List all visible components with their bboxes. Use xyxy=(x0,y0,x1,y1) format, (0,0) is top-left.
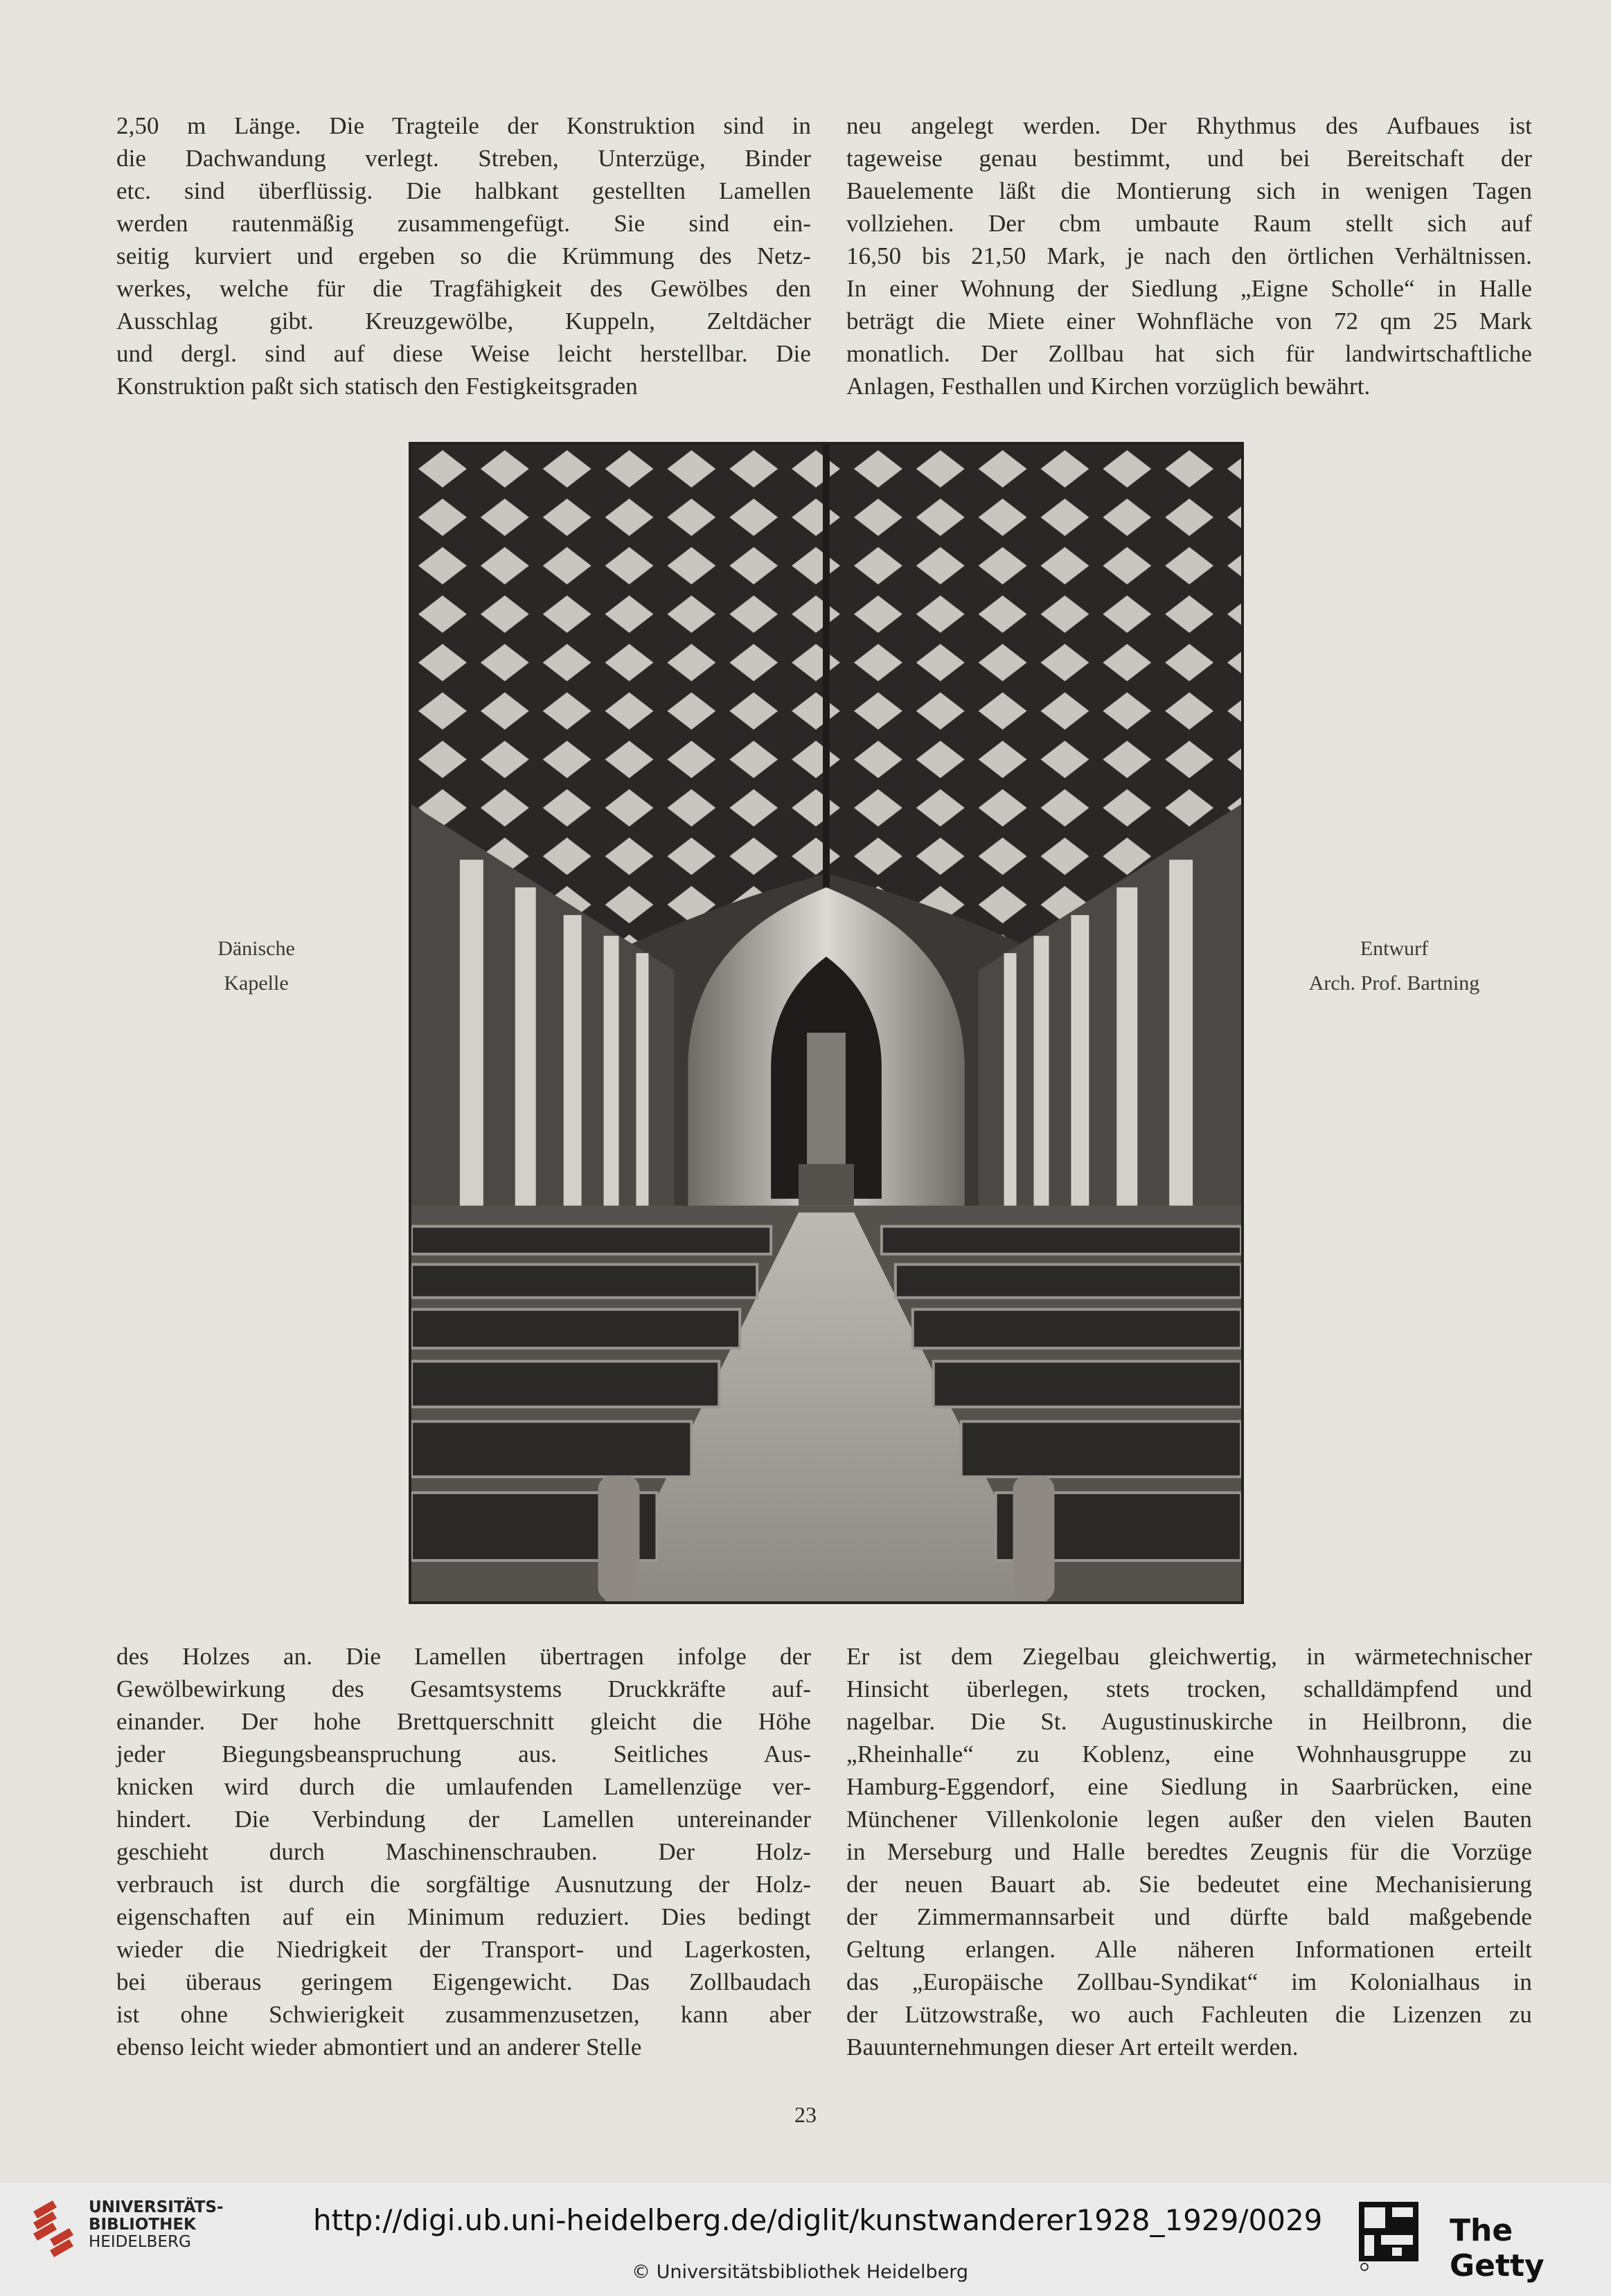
text-line: der neuen Bauart ab. Sie bedeutet eine Mechanisierung xyxy=(846,1871,1532,1898)
text-line: in Merseburg und Halle beredtes Zeugnis für die Vorzüge xyxy=(846,1838,1532,1865)
text-line: Ausschlag gibt. Kreuzgewölbe, Kuppeln, Zeltdächer xyxy=(116,308,811,335)
text-line: verbrauch ist durch die sorgfältige Ausnutzung der Holz- xyxy=(116,1871,811,1898)
text-line: Hinsicht überlegen, stets trocken, schalldämpfend und xyxy=(846,1675,1532,1702)
text-line: beträgt die Miete einer Wohnfläche von 72 qm 25 Mark xyxy=(846,308,1532,335)
library-name-line: UNIVERSITÄTS- xyxy=(89,2198,224,2216)
text-line: 16,50 bis 21,50 Mark, je nach den örtlichen Verhältnissen. xyxy=(846,242,1532,269)
university-library-logo-icon xyxy=(26,2198,82,2257)
library-name-line: BIBLIOTHEK xyxy=(89,2216,196,2234)
text-line: Er ist dem Ziegelbau gleichwertig, in wärmetechnischer xyxy=(846,1643,1532,1670)
text-column-bottom-left xyxy=(116,1640,811,2063)
page-number: 23 xyxy=(794,2102,817,2127)
text-line: und dergl. sind auf diese Weise leicht herstellbar. Die xyxy=(116,340,811,367)
text-line: einander. Der hohe Brettquerschnitt gleicht die Höhe xyxy=(116,1708,811,1735)
caption-left-line: Dänische xyxy=(217,937,295,960)
text-line: Gewölbewirkung des Gesamtsystems Druckkräfte auf- xyxy=(116,1675,811,1702)
text-line: Anlagen, Festhallen und Kirchen vorzüglich bewährt. xyxy=(846,373,1371,400)
library-name-line: HEIDELBERG xyxy=(89,2233,191,2251)
text-line: vollziehen. Der cbm umbaute Raum stellt sich auf xyxy=(846,210,1532,237)
text-line: Bauelemente läßt die Montierung sich in wenigen Tagen xyxy=(846,177,1532,204)
text-line: Hamburg-Eggendorf, eine Siedlung in Saarbrücken, eine xyxy=(846,1773,1532,1800)
text-line: bei überaus geringem Eigengewicht. Das Zollbaudach xyxy=(116,1968,811,1995)
copyright-notice: © Universitätsbibliothek Heidelberg xyxy=(632,2261,969,2283)
text-line: das „Europäische Zollbau-Syndikat“ im Kolonialhaus in xyxy=(846,1968,1532,1995)
text-column-top-right xyxy=(846,109,1532,402)
text-line: neu angelegt werden. Der Rhythmus des Aufbaues ist xyxy=(846,112,1532,139)
text-line: nagelbar. Die St. Augustinuskirche in Heilbronn, die xyxy=(846,1708,1532,1735)
source-url-link[interactable]: http://digi.ub.uni-heidelberg.de/diglit/kunstwanderer1928_1929/0029 xyxy=(313,2203,1323,2237)
university-library-name xyxy=(89,2199,224,2251)
text-line: etc. sind überflüssig. Die halbkant gestellten Lamellen xyxy=(116,177,811,204)
text-line: werkes, welche für die Tragfähigkeit des Gewölbes den xyxy=(116,275,811,302)
text-line: tageweise genau bestimmt, und bei Bereitschaft der xyxy=(846,145,1532,172)
text-line: des Holzes an. Die Lamellen übertragen infolge der xyxy=(116,1643,811,1670)
getty-logo-icon xyxy=(1359,2202,1418,2271)
text-line: Bauunternehmungen dieser Art erteilt werden. xyxy=(846,2034,1299,2061)
caption-right xyxy=(1280,932,1508,1001)
text-line: seitig kurviert und ergeben so die Krümmung des Netz- xyxy=(116,242,811,269)
text-line: geschieht durch Maschinenschrauben. Der Holz- xyxy=(116,1838,811,1865)
chapel-interior-photo xyxy=(409,442,1244,1604)
getty-partner-name: The Getty xyxy=(1450,2213,1545,2284)
text-line: Geltung erlangen. Alle näheren Informationen erteilt xyxy=(846,1936,1532,1963)
text-line: „Rheinhalle“ zu Koblenz, eine Wohnhausgruppe zu xyxy=(846,1741,1532,1768)
chapel-photo-illustration xyxy=(411,445,1241,1601)
text-line: hindert. Die Verbindung der Lamellen untereinander xyxy=(116,1806,811,1833)
text-line: eigenschaften auf ein Minimum reduziert. Dies bedingt xyxy=(116,1903,811,1930)
text-line: ist ohne Schwierigkeit zusammenzusetzen, kann aber xyxy=(116,2001,811,2028)
text-line: Münchener Villenkolonie legen außer den vielen Bauten xyxy=(846,1806,1532,1833)
text-line: knicken wird durch die umlaufenden Lamellenzüge ver- xyxy=(116,1773,811,1800)
text-line: wieder die Niedrigkeit der Transport- und Lagerkosten, xyxy=(116,1936,811,1963)
footer-bar xyxy=(0,2182,1611,2296)
text-line: der Lützowstraße, wo auch Fachleuten die Lizenzen zu xyxy=(846,2001,1532,2028)
caption-right-line: Entwurf xyxy=(1360,937,1429,960)
text-line: In einer Wohnung der Siedlung „Eigne Scholle“ in Halle xyxy=(846,275,1532,302)
text-line: monatlich. Der Zollbau hat sich für landwirtschaftliche xyxy=(846,340,1532,367)
caption-right-line: Arch. Prof. Bartning xyxy=(1308,972,1480,995)
text-column-bottom-right xyxy=(846,1640,1532,2063)
text-line: ebenso leicht wieder abmontiert und an anderer Stelle xyxy=(116,2034,642,2061)
text-line: 2,50 m Länge. Die Tragteile der Konstruktion sind in xyxy=(116,112,811,139)
text-column-top-left xyxy=(116,109,811,402)
text-line: jeder Biegungsbeanspruchung aus. Seitliches Aus- xyxy=(116,1741,811,1768)
text-line: Konstruktion paßt sich statisch den Festigkeitsgraden xyxy=(116,373,638,400)
caption-left-line: Kapelle xyxy=(224,972,289,995)
text-line: die Dachwandung verlegt. Streben, Unterzüge, Binder xyxy=(116,145,811,172)
text-line: werden rautenmäßig zusammengefügt. Sie sind ein- xyxy=(116,210,811,237)
text-line: der Zimmermannsarbeit und dürfte bald maßgebende xyxy=(846,1903,1532,1930)
caption-left xyxy=(173,932,339,1001)
